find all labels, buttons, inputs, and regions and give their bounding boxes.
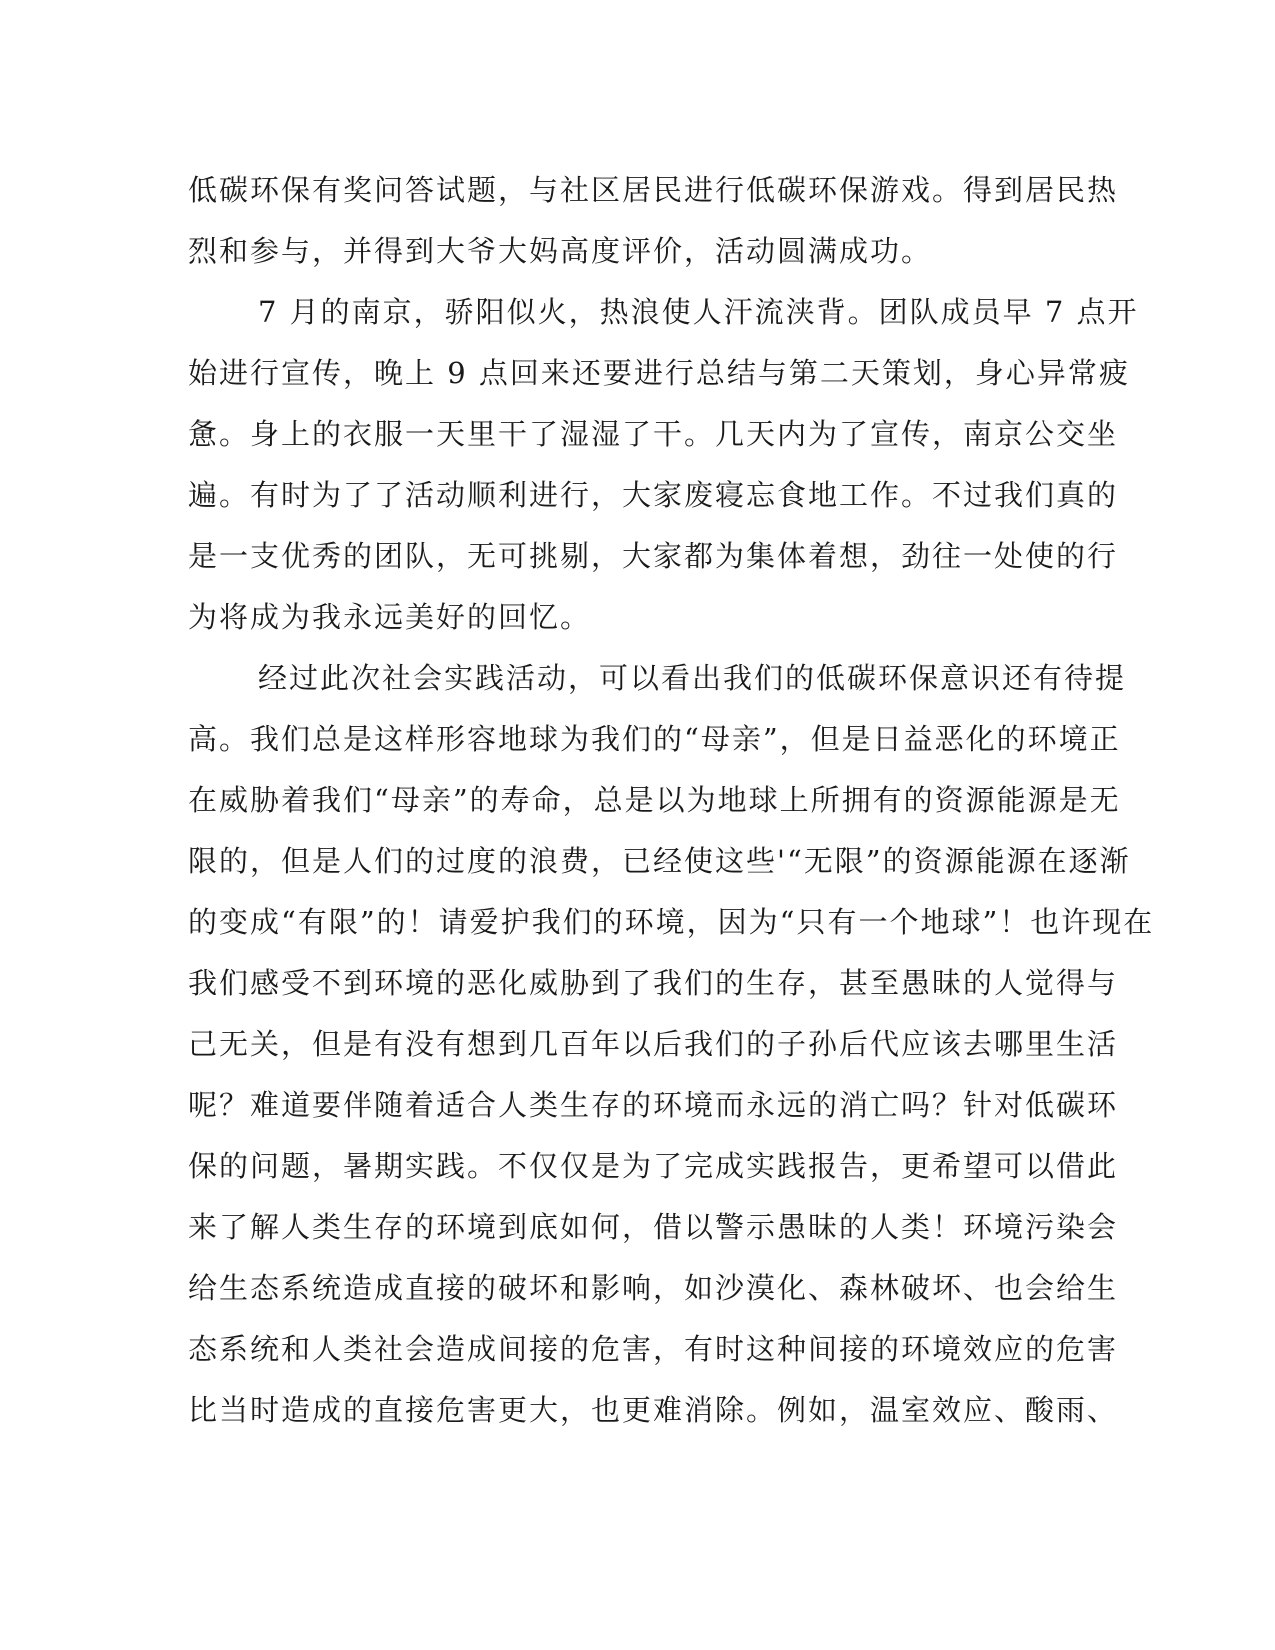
text-line: 我们感受不到环境的恶化威胁到了我们的生存，甚至愚昧的人觉得与 <box>188 966 1119 1000</box>
text-line: 保的问题，暑期实践。不仅仅是为了完成实践报告，更希望可以借此 <box>188 1149 1119 1183</box>
text-line: 烈和参与，并得到大爷大妈高度评价，活动圆满成功。 <box>188 234 933 268</box>
text-line: 经过此次社会实践活动，可以看出我们的低碳环保意识还有待提 <box>258 661 1127 695</box>
text-line: 给生态系统造成直接的破坏和影响，如沙漠化、森林破坏、也会给生 <box>188 1271 1119 1305</box>
text-line: 高。我们总是这样形容地球为我们的“母亲”，但是日益恶化的环境正 <box>188 722 1121 756</box>
text-line: 来了解人类生存的环境到底如何，借以警示愚昧的人类！环境污染会 <box>188 1210 1119 1244</box>
paragraph <box>188 282 1139 648</box>
text-line: 为将成为我永远美好的回忆。 <box>188 600 592 634</box>
text-line: 始进行宣传，晚上 9 点回来还要进行总结与第二天策划，身心异常疲 <box>188 356 1130 390</box>
paragraph <box>188 648 1155 1441</box>
text-line: 呢？难道要伴随着适合人类生存的环境而永远的消亡吗？针对低碳环 <box>188 1088 1119 1122</box>
text-line: 在威胁着我们“母亲”的寿命，总是以为地球上所拥有的资源能源是无 <box>188 783 1121 817</box>
text-line: 限的，但是人们的过度的浪费，已经使这些'“无限”的资源能源在逐渐 <box>188 844 1131 878</box>
text-line: 的变成“有限”的！请爱护我们的环境，因为“只有一个地球”！也许现在 <box>188 905 1155 939</box>
text-line: 态系统和人类社会造成间接的危害，有时这种间接的环境效应的危害 <box>188 1332 1119 1366</box>
text-line: 低碳环保有奖问答试题，与社区居民进行低碳环保游戏。得到居民热 <box>188 173 1119 207</box>
text-line: 比当时造成的直接危害更大，也更难消除。例如，温室效应、酸雨、 <box>188 1393 1119 1427</box>
text-line: 7 月的南京，骄阳似火，热浪使人汗流浃背。团队成员早 7 点开 <box>258 295 1139 329</box>
text-line: 是一支优秀的团队，无可挑剔，大家都为集体着想，劲往一处使的行 <box>188 539 1119 573</box>
text-line: 己无关，但是有没有想到几百年以后我们的子孙后代应该去哪里生活 <box>188 1027 1119 1061</box>
text-line: 惫。身上的衣服一天里干了湿湿了干。几天内为了宣传，南京公交坐 <box>188 417 1119 451</box>
body-text <box>188 160 1155 1441</box>
text-line: 遍。有时为了了活动顺利进行，大家废寝忘食地工作。不过我们真的 <box>188 478 1119 512</box>
paragraph <box>188 160 1119 282</box>
